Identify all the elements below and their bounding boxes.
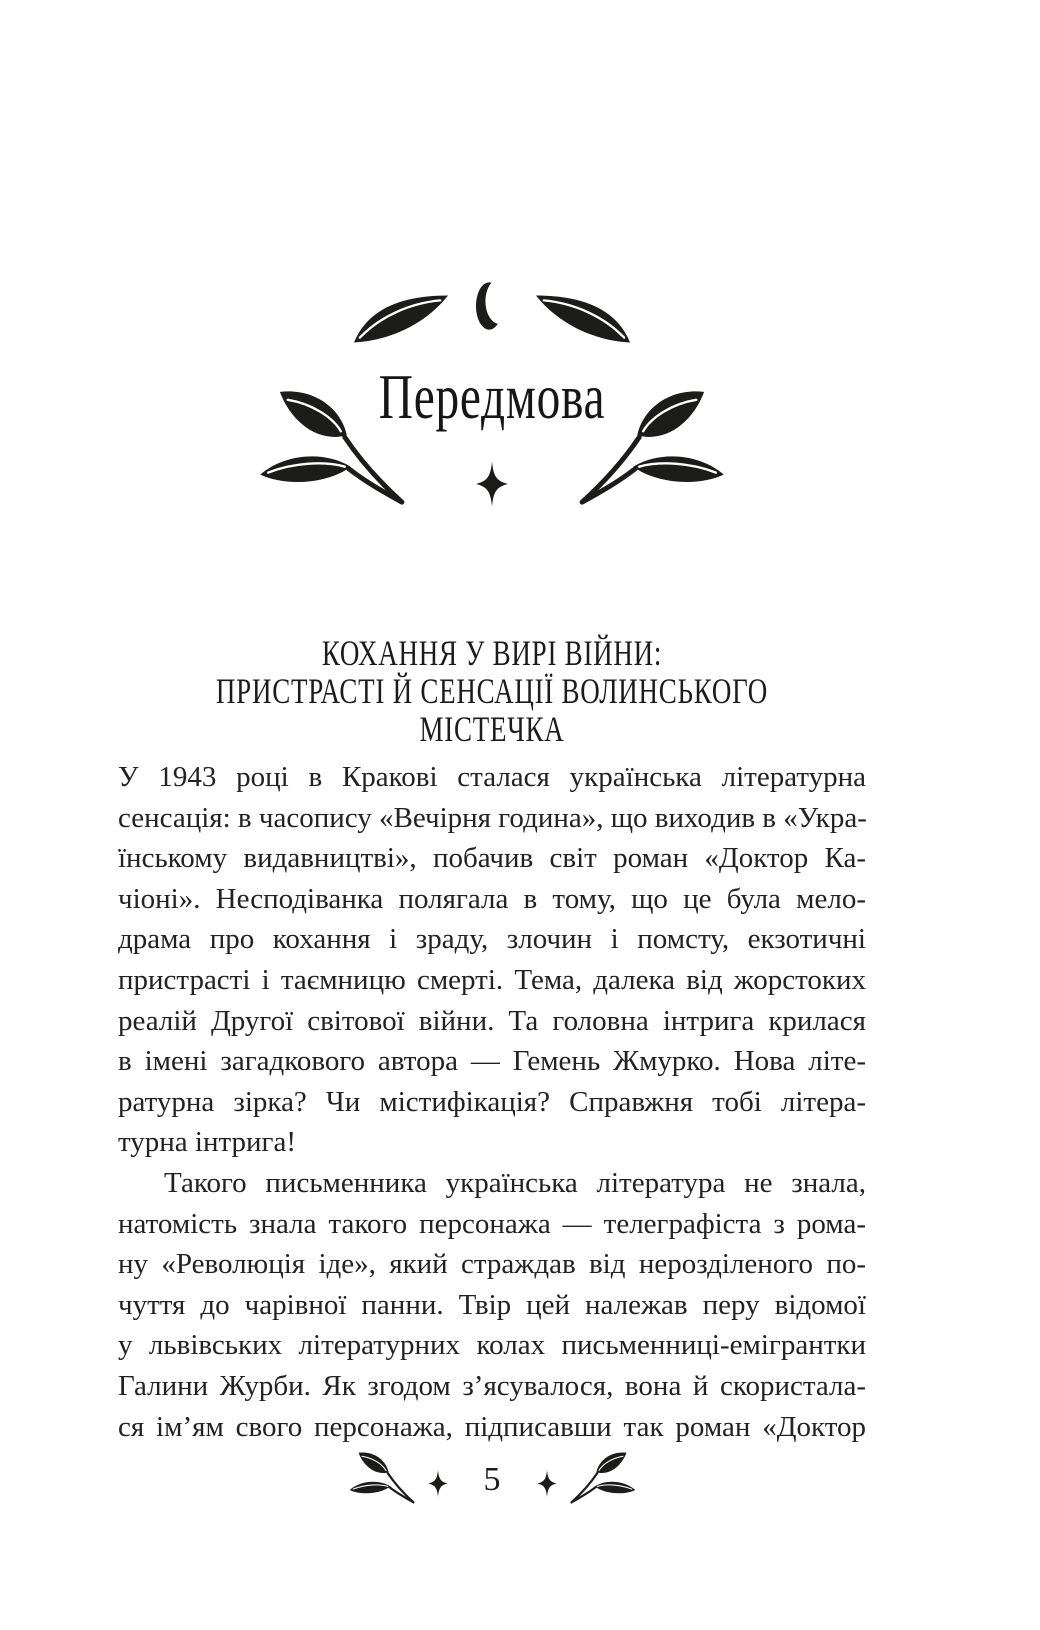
body-line: їнському видавництві», побачив світ роман «Доктор Ка-: [118, 842, 866, 875]
body-line: У 1943 році в Кракові сталася українська літературна: [118, 761, 866, 793]
body-text: [118, 757, 866, 1447]
body-line: натомість знала такого персонажа — телеграфіста з рома-: [118, 1207, 866, 1240]
four-pointed-star-icon: [476, 461, 508, 507]
chapter-title: Передмова: [378, 361, 606, 432]
four-pointed-star-icon: [537, 1470, 557, 1497]
page-footer: [118, 1450, 866, 1506]
leaf-icon: [534, 289, 632, 349]
body-line: Такого письменника українська література не знала,: [164, 1166, 866, 1199]
section-heading-line: ПРИСТРАСТІ Й СЕНСАЦІЇ ВОЛИНСЬКОГО МІСТЕЧКА: [215, 671, 769, 749]
body-line: пристрасті і таємницю смерті. Тема, далека від жорстоких: [118, 963, 866, 996]
leaf-branch-icon: [563, 1451, 643, 1505]
leaf-branch-icon: [576, 388, 728, 508]
body-line: чіоні». Несподіванка полягала в тому, що це була мело-: [118, 882, 866, 915]
body-line: драма про кохання і зраду, злочин і помсту, екзотичні: [118, 923, 866, 956]
leaf-branch-icon: [342, 1451, 422, 1505]
body-line: турна інтрига!: [118, 1126, 296, 1159]
four-pointed-star-icon: [428, 1470, 448, 1497]
leaf-icon: [352, 289, 450, 349]
body-line: ратурна зірка? Чи містифікація? Справжня тобі літера-: [118, 1085, 866, 1118]
page-number: 5: [483, 1461, 501, 1498]
crescent-moon-icon: [475, 280, 509, 332]
body-line: Галини Журби. Як згодом з’ясувалося, вона й скористала-: [118, 1369, 866, 1402]
body-line: сенсація: в часопису «Вечірня година», що виходив в «Укра-: [118, 801, 867, 834]
body-line: ся ім’ям свого персонажа, підписавши так роман «Доктор: [118, 1410, 866, 1443]
section-heading: [212, 634, 773, 748]
body-line: реалій Другої світової війни. Та головна інтрига крилася: [118, 1004, 866, 1037]
body-line: в імені загадкового автора — Гемень Жмурко. Нова літе-: [118, 1045, 866, 1078]
body-line: ну «Революція іде», який страждав від нерозділеного по-: [118, 1248, 866, 1281]
body-line: у львівських літературних колах письменниці-емігрантки: [118, 1329, 866, 1362]
body-line: чуття до чарівної панни. Твір цей належав перу відомої: [118, 1288, 866, 1321]
section-heading-line: КОХАННЯ У ВИРІ ВІЙНИ:: [321, 633, 663, 673]
